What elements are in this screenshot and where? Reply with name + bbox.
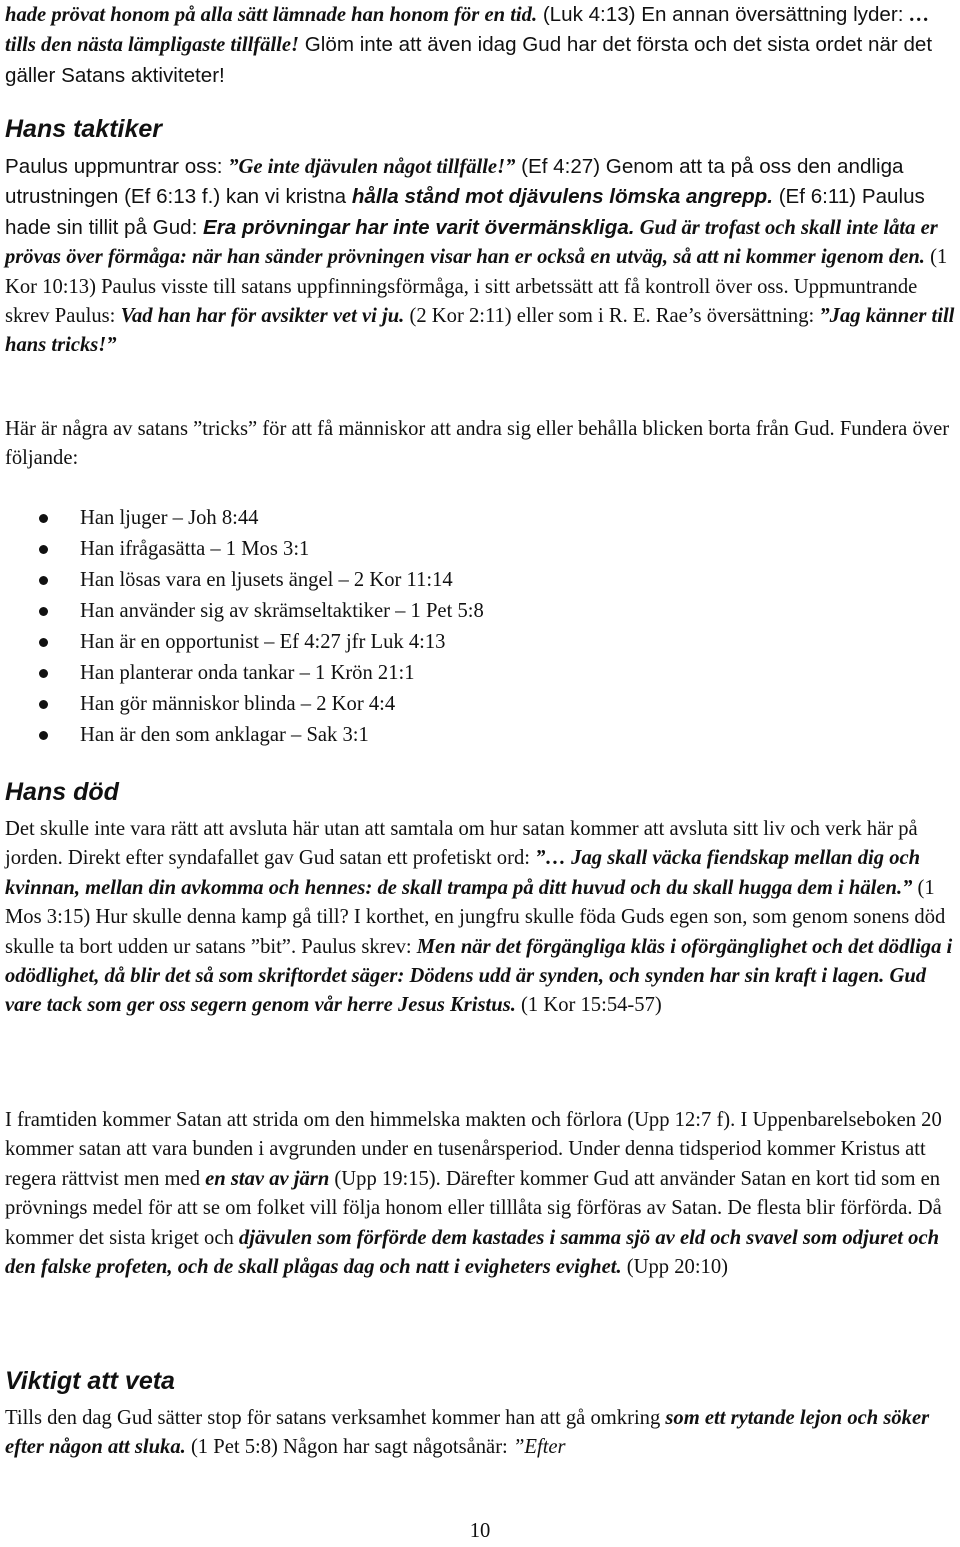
text-run: (1 Pet 5:8) Någon har sagt någotsånär:: [185, 1436, 513, 1459]
intro-quote: hade prövat honom på alla sätt lämnade han honom för en tid.: [5, 4, 538, 26]
intro-paragraph: [5, 0, 957, 91]
dod-paragraph: [5, 815, 957, 1021]
bold-italic-quote: Gud är trofast och skall inte låta er prövas över förmåga: när han sänder prövningen visar han er också en utväg, så att ni kommer igenom den.: [5, 216, 938, 269]
bold-italic-quote: hålla stånd mot djävulens lömska angrepp.: [351, 185, 773, 209]
list-item: Han lösas vara en ljusets ängel – 2 Kor 11:14: [0, 565, 484, 596]
framtiden-paragraph: [5, 1106, 957, 1282]
viktigt-paragraph: [5, 1404, 957, 1463]
page-number: 10: [469, 1520, 491, 1542]
text-run: (1 Kor 10:13) Paulus visste till satans uppfinningsförmåga, i sitt arbetssätt att få kontroll över oss. Uppmuntrande skrev Paulus:: [5, 246, 948, 328]
list-item: Han ifrågasätta – 1 Mos 3:1: [0, 534, 484, 565]
bold-italic-quote: ”… Jag skall väcka fiendskap mellan dig och kvinnan, mellan din avkomma och hennes: de skall trampa på ditt huvud och du skall hugga dem i hälen.”: [5, 847, 921, 899]
tricks-list: [0, 503, 484, 751]
list-item: Han ljuger – Joh 8:44: [0, 503, 484, 534]
taktiker-paragraph: [5, 152, 957, 361]
text-run: (1 Kor 15:54-57): [515, 994, 662, 1017]
text-run: Paulus uppmuntrar oss:: [5, 155, 229, 178]
heading-viktigt-att-veta: Viktigt att veta: [5, 1367, 175, 1395]
tricks-paragraph: Här är några av satans ”tricks” för att få människor att andra sig eller behålla blicken borta från Gud. Fundera över följande:: [5, 418, 950, 470]
text-run: (2 Kor 2:11) eller som i R. E. Rae’s översättning:: [404, 305, 820, 328]
list-item: Han är den som anklagar – Sak 3:1: [0, 720, 484, 751]
bold-italic-quote: Men när det förgängliga kläs i oförgänglighet och det dödliga i odödlighet, då blir det så som skriftordet säger: Dödens udd är synden, och synden har sin kraft i lagen. Gud vare tack som ger oss segern genom vår herre Jesus Kristus.: [5, 935, 953, 1017]
bold-italic-quote: djävulen som förförde dem kastades i samma sjö av eld och svavel som odjuret och den falske profeten, och de skall plågas dag och natt i evigheters evighet.: [5, 1226, 940, 1279]
bold-italic-quote: ”Jag känner till hans tricks!”: [5, 305, 955, 357]
text-run: I framtiden kommer Satan att strida om den himmelska makten och förlora (Upp 12:7 f). I Uppenbarelseboken 20 kommer satan att vara bunden i avgrunden under en tusenårsperiod. Under denna tidsperiod kommer Kristus att regera rättvist men med: [5, 1109, 942, 1190]
italic-quote: ”Efter: [512, 1436, 566, 1459]
list-item: Han gör människor blinda – 2 Kor 4:4: [0, 689, 484, 720]
text-run: (Ef 6:11) Paulus hade sin tillit på Gud:: [5, 185, 925, 239]
bold-italic-quote: ”Ge inte djävulen något tillfälle!”: [228, 156, 516, 178]
text-run: Det skulle inte vara rätt att avsluta här utan att samtala om hur satan kommer att avsluta sitt liv och verk här på jorden. Direkt efter syndafallet gav Gud satan ett profetiskt ord:: [5, 818, 918, 870]
heading-hans-taktiker: Hans taktiker: [5, 115, 163, 143]
list-item: Han är en opportunist – Ef 4:27 jfr Luk 4:13: [0, 627, 484, 658]
text-run: (Upp 19:15). Därefter kommer Gud att använder Satan en kort tid som en prövnings medel för att se om folket vill följa honom eller tilllåta sig förföras av Satan. De flesta blir förförda. Då kommer det sista kriget och: [5, 1167, 942, 1249]
bold-italic-quote: en stav av järn: [205, 1167, 330, 1190]
intro-alt-translation: … tills den nästa lämpligaste tillfälle!: [5, 4, 930, 57]
text-run: (Upp 20:10): [621, 1256, 729, 1279]
intro-text: (Luk 4:13) En annan översättning lyder:: [537, 3, 910, 26]
list-item: Han planterar onda tankar – 1 Krön 21:1: [0, 658, 484, 689]
text-run: (1 Mos 3:15) Hur skulle denna kamp gå till? I korthet, en jungfru skulle föda Guds egen son, som genom sonens död skulle ta bort udden ur satans ”bit”. Paulus skrev:: [5, 876, 946, 958]
intro-text-2: Glöm inte att även idag Gud har det första och det sista ordet när det gäller Satans aktiviteter!: [5, 33, 933, 87]
bold-italic-quote: Era prövningar har inte varit övermänskliga.: [203, 215, 635, 239]
text-run: Tills den dag Gud sätter stop för satans verksamhet kommer han att gå omkring: [5, 1407, 666, 1429]
text-run: (Ef 4:27) Genom att ta på oss den andliga utrustningen (Ef 6:13 f.) kan vi kristna: [5, 155, 904, 209]
bold-italic-quote: som ett rytande lejon och söker efter någon att sluka.: [5, 1407, 930, 1459]
bold-italic-quote: Vad han har för avsikter vet vi ju.: [120, 305, 405, 328]
list-item: Han använder sig av skrämseltaktiker – 1 Pet 5:8: [0, 596, 484, 627]
heading-hans-dod: Hans död: [5, 778, 119, 806]
